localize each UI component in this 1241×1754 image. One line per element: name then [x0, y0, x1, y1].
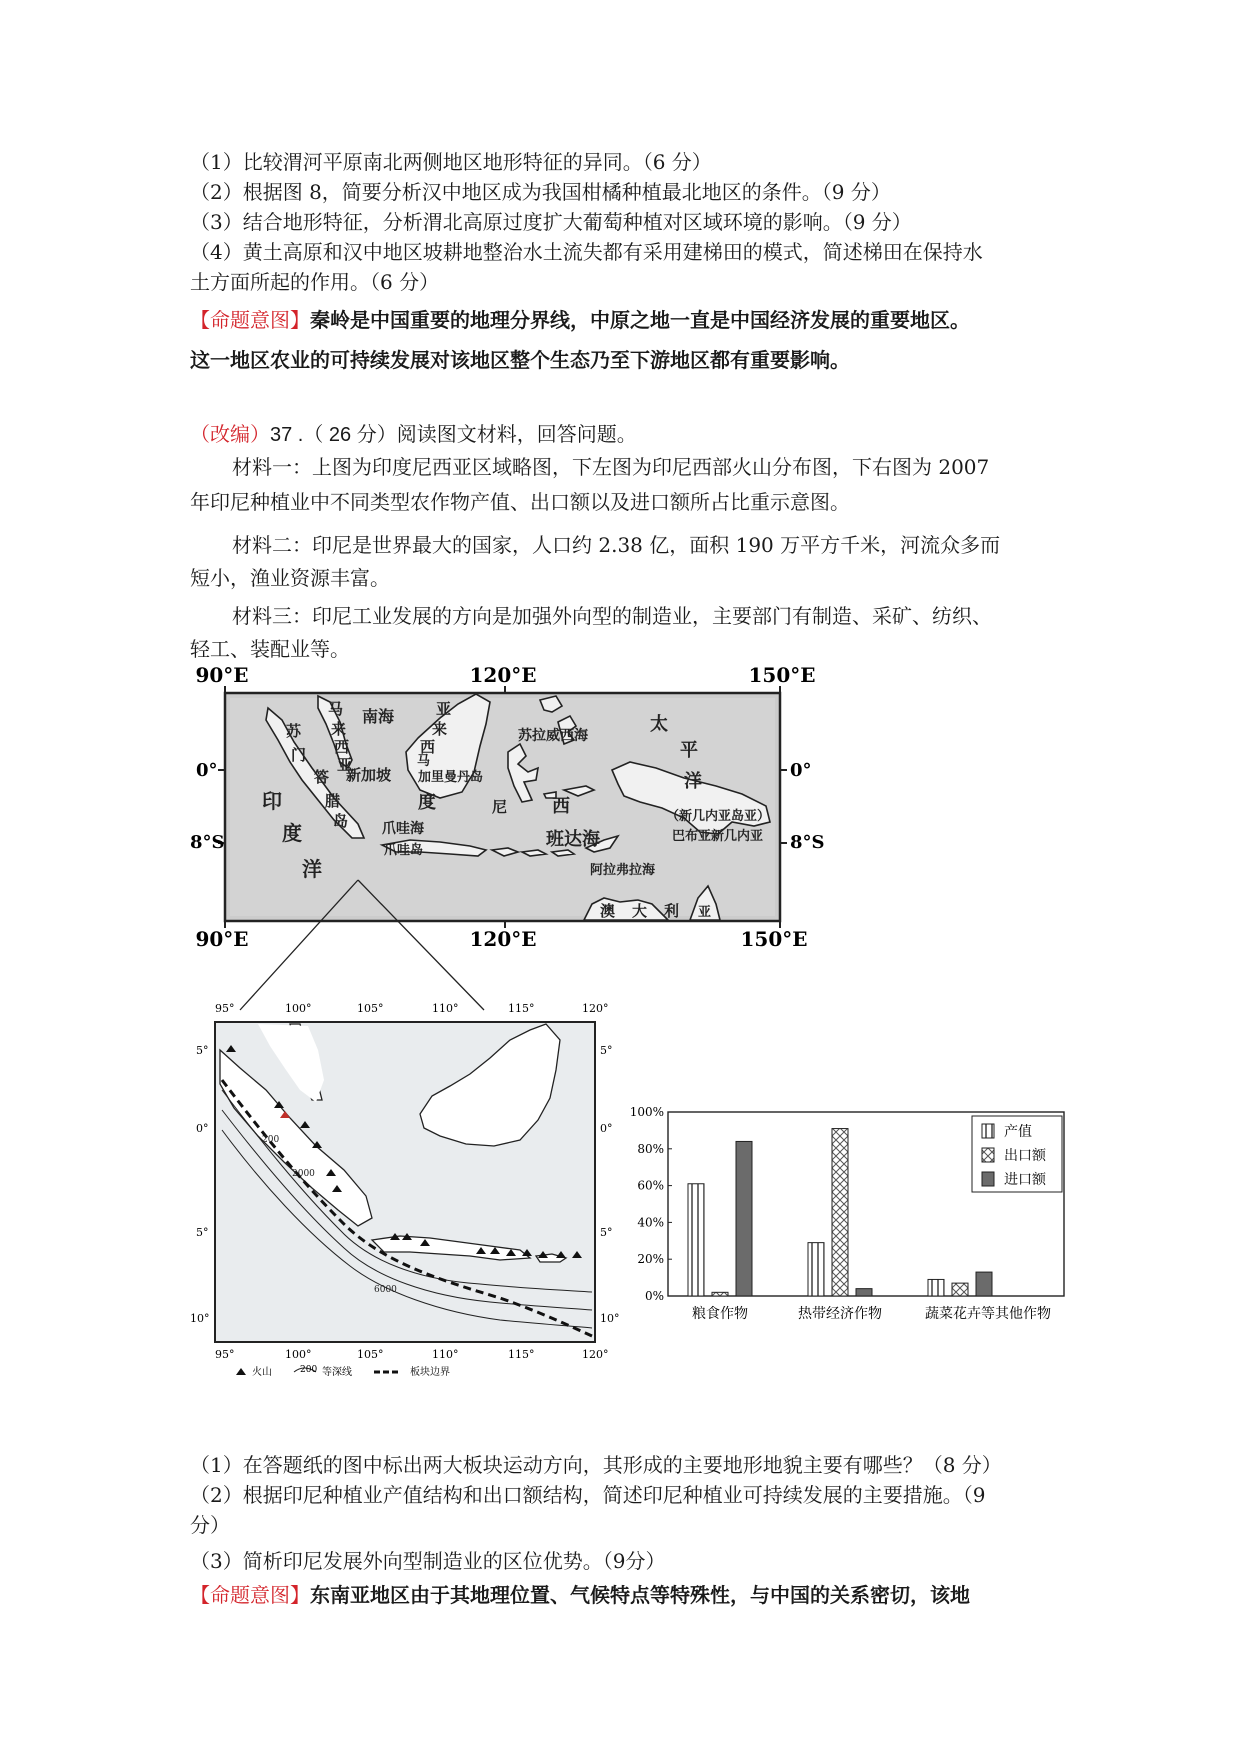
- lon120-top: 120°: [582, 1002, 609, 1015]
- bar-export: [832, 1129, 848, 1296]
- bar-output: [928, 1279, 944, 1296]
- lon105-bottom: 105°: [357, 1348, 384, 1361]
- legend-export: 出口额: [1004, 1148, 1046, 1164]
- lat5n-left: 5°: [196, 1044, 209, 1057]
- lat-0-right: 0°: [790, 760, 812, 781]
- label-sulu-sea: 苏拉威西海: [518, 728, 588, 744]
- q37-sub-2-cont: 分）: [190, 1513, 230, 1537]
- label-singapore: 新加坡: [346, 766, 392, 784]
- x-category-label: 蔬菜花卉等其他作物: [925, 1306, 1051, 1322]
- lon120-bottom: 120°: [582, 1348, 609, 1361]
- y-tick-label: 100%: [629, 1105, 664, 1119]
- label-lai: 来: [432, 720, 448, 738]
- lon95-bottom: 95°: [215, 1348, 235, 1361]
- volcano-map: [190, 1002, 620, 1378]
- lon-150-top: 150°E: [748, 663, 816, 687]
- bar-export: [712, 1292, 728, 1296]
- material-1b: 年印尼种植业中不同类型农作物产值、出口额以及进口额所占比重示意图。: [190, 490, 850, 514]
- y-tick-label: 80%: [637, 1141, 664, 1156]
- legend-import: 进口额: [1004, 1172, 1046, 1188]
- y-tick-label: 60%: [637, 1178, 664, 1193]
- bar-import: [976, 1272, 992, 1296]
- x-category-label: 粮食作物: [692, 1306, 748, 1322]
- bar-output: [688, 1184, 704, 1296]
- label-ya: 亚: [436, 700, 452, 718]
- chart-legend: [972, 1116, 1062, 1192]
- lat10s-right: 10°: [600, 1312, 620, 1325]
- lon-150-bottom: 150°E: [740, 927, 808, 951]
- material-1a: 材料一：上图为印度尼西亚区域略图，下左图为印尼西部火山分布图，下右图为 2007: [232, 455, 990, 479]
- intent-tag: 【命题意图】: [190, 308, 310, 332]
- q37-sub-2: （2）根据印尼种植业产值结构和出口额结构，简述印尼种植业可持续发展的主要措施。（9: [190, 1483, 986, 1507]
- lon115-bottom: 115°: [508, 1348, 535, 1361]
- label-banda-sea: 班达海: [546, 829, 600, 850]
- lon-90-bottom: 90°E: [195, 927, 249, 951]
- q37-sub-1: （1）在答题纸的图中标出两大板块运动方向，其形成的主要地形地貌主要有哪些？（8 分）: [190, 1453, 1002, 1477]
- label-indian-du: 度: [282, 821, 302, 845]
- contour-200: 200: [262, 1135, 280, 1145]
- lat5s-right: 5°: [600, 1226, 613, 1239]
- label-arafura: 阿拉弗拉海: [590, 863, 656, 878]
- lon-120-top: 120°E: [469, 663, 537, 687]
- lon100-top: 100°: [285, 1002, 312, 1015]
- material-3a: 材料三：印尼工业发展的方向是加强外向型的制造业，主要部门有制造、采矿、纺织、: [232, 604, 992, 628]
- label-indonesia-xi: 西: [552, 796, 570, 817]
- intent2-tag: 【命题意图】: [190, 1583, 310, 1607]
- bar-output: [808, 1243, 824, 1296]
- label-aus-da: 大: [632, 902, 648, 920]
- legend-swatch-output: [982, 1124, 994, 1138]
- label-java: 爪哇岛: [384, 843, 424, 858]
- question-4: （4）黄土高原和汉中地区坡耕地整治水土流失都有采用建梯田的模式，简述梯田在保持水: [190, 240, 983, 264]
- lon115-top: 115°: [508, 1002, 535, 1015]
- label-south-sea: 南海: [362, 707, 395, 726]
- label-aus-ao: 澳: [600, 902, 616, 920]
- label-malay-lai: 来: [331, 720, 347, 738]
- question-3: （3）结合地形特征，分析渭北高原过度扩大葡萄种植对区域环境的影响。（9 分）: [190, 210, 912, 234]
- contour-6000: 6000: [374, 1285, 397, 1295]
- material-3b: 轻工、装配业等。: [190, 637, 350, 661]
- q37-tag: （改编）: [190, 424, 270, 446]
- lon105-top: 105°: [357, 1002, 384, 1015]
- legend-boundary: 板块边界: [410, 1367, 450, 1378]
- volcano-map-legend: [236, 1365, 450, 1378]
- x-category-label: 热带经济作物: [798, 1306, 882, 1322]
- intent-text-1: 秦岭是中国重要的地理分界线，中原之地一直是中国经济发展的重要地区。: [310, 308, 970, 332]
- lon95-top: 95°: [215, 1002, 235, 1015]
- legend-swatch-export: [982, 1148, 994, 1162]
- label-sumatra-men: 门: [291, 746, 307, 764]
- label-pacific-tai: 太: [650, 714, 668, 735]
- label-java-sea: 爪哇海: [382, 821, 424, 837]
- lat-8s-left: 8°S: [190, 832, 225, 853]
- bar-export: [952, 1283, 968, 1296]
- lat-0-left: 0°: [196, 760, 218, 781]
- legend-isobath-num: 200: [300, 1365, 318, 1375]
- q37-head: 37 .（ 26 分）阅读图文材料，回答问题。: [270, 424, 637, 446]
- label-indian-yang: 洋: [302, 857, 322, 881]
- label-malay-ma: 马: [328, 700, 344, 718]
- lat5s-left: 5°: [196, 1226, 209, 1239]
- label-indian-yin: 印: [262, 789, 282, 813]
- bar-import: [856, 1289, 872, 1296]
- contour-2000: 2000: [292, 1169, 315, 1179]
- label-indonesia-ni: 尼: [492, 798, 508, 816]
- y-tick-label: 0%: [644, 1289, 664, 1303]
- question-4-cont: 土方面所起的作用。（6 分）: [190, 270, 440, 294]
- label-aus-li: 利: [664, 902, 680, 920]
- question-2: （2）根据图 8，简要分析汉中地区成为我国柑橘种植最北地区的条件。（9 分）: [190, 180, 891, 204]
- lon-120-bottom: 120°E: [469, 927, 537, 951]
- label-sumatra-dao: 岛: [333, 812, 349, 830]
- label-ma2: 马: [417, 754, 431, 769]
- lon-90-top: 90°E: [195, 663, 249, 687]
- indonesia-map: [190, 663, 825, 951]
- lat5n-right: 5°: [600, 1044, 613, 1057]
- label-sumatra-su: 苏: [286, 722, 302, 740]
- label-indonesia-du: 度: [418, 792, 436, 813]
- legend-output: 产值: [1004, 1124, 1032, 1140]
- y-tick-label: 20%: [637, 1252, 664, 1267]
- crop-share-chart: [630, 1105, 1064, 1322]
- label-pacific-yang: 洋: [684, 771, 702, 792]
- y-tick-label: 40%: [637, 1215, 664, 1230]
- intent-text-2: 这一地区农业的可持续发展对该地区整个生态乃至下游地区都有重要影响。: [190, 348, 850, 372]
- label-new-guinea: （新几内亚岛亚）: [666, 809, 771, 824]
- lon110-top: 110°: [432, 1002, 459, 1015]
- label-xi2: 西: [420, 738, 436, 756]
- lat0-right: 0°: [600, 1122, 613, 1135]
- legend-isobath: 等深线: [322, 1367, 352, 1378]
- legend-swatch-import: [982, 1172, 994, 1186]
- intent2-text: 东南亚地区由于其地理位置、气候特点等特殊性，与中国的关系密切，该地: [310, 1583, 970, 1607]
- bar-import: [736, 1141, 752, 1296]
- intent-block-2: [190, 1580, 970, 1610]
- label-kalimantan: 加里曼丹岛: [418, 770, 484, 785]
- label-sumatra-la: 腊: [325, 792, 341, 810]
- label-malay-ya: 亚: [337, 756, 353, 774]
- material-2a: 材料二：印尼是世界最大的国家，人口约 2.38 亿，面积 190 万平方千米，河流众多而: [232, 533, 1001, 557]
- lon110-bottom: 110°: [432, 1348, 459, 1361]
- lon100-bottom: 100°: [285, 1348, 312, 1361]
- legend-volcano-icon: [236, 1368, 246, 1375]
- material-2b: 短小，渔业资源丰富。: [190, 566, 390, 590]
- lat10s-left: 10°: [190, 1312, 210, 1325]
- label-sumatra-da: 答: [314, 768, 330, 786]
- q37-sub-3: （3）简析印尼发展外向型制造业的区位优势。（9分）: [190, 1549, 666, 1573]
- lat0-left: 0°: [196, 1122, 209, 1135]
- label-png: 巴布亚新几内亚: [672, 829, 764, 844]
- lat-8s-right: 8°S: [790, 832, 825, 853]
- legend-volcano: 火山: [252, 1367, 272, 1378]
- label-aus-ya: 亚: [698, 905, 712, 920]
- label-malay-xi: 西: [334, 738, 350, 756]
- label-pacific-ping: 平: [680, 740, 698, 761]
- question-1: （1）比较渭河平原南北两侧地区地形特征的异同。（6 分）: [190, 150, 712, 174]
